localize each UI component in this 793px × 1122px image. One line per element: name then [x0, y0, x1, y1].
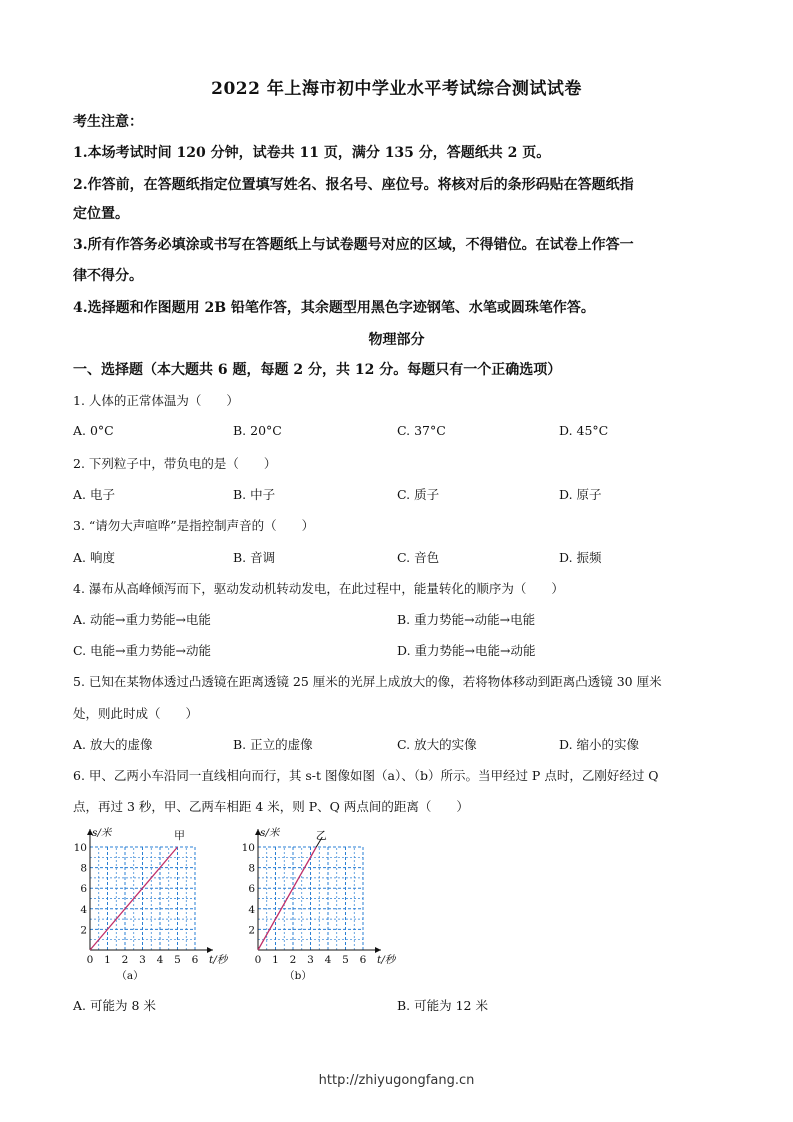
part-title: 物理部分 — [368, 332, 425, 348]
x-tick-label: 3 — [139, 954, 146, 966]
option-d[interactable]: D. 振频 — [559, 550, 602, 565]
option-b[interactable]: B. 中子 — [233, 487, 276, 502]
notice-item: 3.所有作答务必填涂或书写在答题纸上与试卷题号对应的区域，不得错位。在试卷上作答一 — [73, 237, 634, 253]
question-stem: 点，再过 3 秒，甲、乙两车相距 4 米，则 P、Q 两点间的距离（ ） — [73, 799, 469, 814]
y-tick-label: 6 — [248, 883, 255, 896]
option-d[interactable]: D. 重力势能→电能→动能 — [397, 643, 536, 658]
x-tick-label: 6 — [359, 954, 367, 966]
question-stem: 2. 下列粒子中，带负电的是（ ） — [73, 456, 277, 471]
series-label: 甲 — [174, 829, 185, 842]
option-b[interactable]: B. 重力势能→动能→电能 — [397, 612, 536, 627]
y-tick-label: 10 — [241, 842, 255, 854]
notice-item: 4.选择题和作图题用 2B 铅笔作答，其余题型用黑色字迹钢笔、水笔或圆珠笔作答。 — [73, 300, 595, 316]
chart-caption: （a） — [116, 970, 144, 982]
x-axis-label: t/秒 — [209, 954, 228, 966]
option-a[interactable]: A. 响度 — [73, 550, 115, 565]
option-b[interactable]: B. 20°C — [233, 423, 282, 438]
x-tick-label: 6 — [191, 954, 199, 966]
series-label: 乙 — [315, 829, 327, 842]
notice-item: 律不得分。 — [73, 268, 143, 284]
question-stem: 5. 已知在某物体透过凸透镜在距离透镜 25 厘米的光屏上成放大的像，若将物体移动到距离凸透镜 30 厘米 — [73, 674, 662, 689]
option-c[interactable]: C. 电能→重力势能→动能 — [73, 643, 212, 658]
question-stem: 6. 甲、乙两小车沿同一直线相向而行，其 s-t 图像如图（a）、（b）所示。当甲经过 P 点时，乙刚好经过 Q — [73, 768, 659, 783]
y-tick-label: 2 — [248, 924, 255, 937]
option-a[interactable]: A. 放大的虚像 — [73, 737, 153, 752]
section-title: 一、选择题（本大题共 6 题，每题 2 分，共 12 分。每题只有一个正确选项） — [73, 362, 562, 378]
x-tick-label: 4 — [324, 954, 332, 966]
notice-item: 2.作答前，在答题纸指定位置填写姓名、报名号、座位号。将核对后的条形码贴在答题纸指 — [73, 177, 634, 193]
question-stem: 4. 瀑布从高峰倾泻而下，驱动发动机转动发电，在此过程中，能量转化的顺序为（ ） — [73, 581, 564, 596]
option-d[interactable]: D. 缩小的实像 — [559, 737, 640, 752]
x-tick-label: 2 — [121, 954, 129, 966]
option-b[interactable]: B. 可能为 12 米 — [397, 998, 488, 1013]
x-tick-label: 5 — [342, 954, 349, 966]
x-tick-label: 5 — [174, 954, 181, 966]
st-graph-b — [238, 826, 408, 986]
notice-item: 定位置。 — [73, 206, 129, 222]
x-axis-label: t/秒 — [377, 954, 396, 966]
x-tick-label: 0 — [86, 954, 94, 966]
option-c[interactable]: C. 质子 — [397, 487, 440, 502]
question-stem: 处，则此时成（ ） — [73, 706, 199, 721]
option-b[interactable]: B. 音调 — [233, 550, 276, 565]
option-b[interactable]: B. 正立的虚像 — [233, 737, 313, 752]
y-tick-label: 8 — [248, 862, 255, 875]
x-tick-label: 3 — [307, 954, 314, 966]
y-tick-label: 10 — [73, 842, 87, 854]
option-a[interactable]: A. 0°C — [73, 423, 114, 438]
y-tick-label: 2 — [80, 924, 87, 937]
x-tick-label: 0 — [254, 954, 262, 966]
y-tick-label: 8 — [80, 862, 87, 875]
x-tick-label: 1 — [272, 954, 279, 966]
x-tick-label: 2 — [289, 954, 297, 966]
exam-title: 2022 年上海市初中学业水平考试综合测试试卷 — [211, 79, 582, 99]
option-c[interactable]: C. 放大的实像 — [397, 737, 477, 752]
x-axis-arrow — [207, 947, 213, 953]
x-tick-label: 1 — [104, 954, 111, 966]
chart-caption: （b） — [284, 970, 312, 982]
y-tick-label: 4 — [80, 903, 87, 916]
st-graph-a — [70, 826, 240, 986]
x-tick-label: 4 — [156, 954, 164, 966]
option-c[interactable]: C. 37°C — [397, 423, 446, 438]
y-tick-label: 4 — [248, 903, 255, 916]
y-tick-label: 6 — [80, 883, 87, 896]
option-d[interactable]: D. 45°C — [559, 423, 609, 438]
option-a[interactable]: A. 可能为 8 米 — [73, 998, 156, 1013]
notice-item: 1.本场考试时间 120 分钟，试卷共 11 页，满分 135 分，答题纸共 2 页。 — [73, 145, 551, 161]
footer-url[interactable]: http://zhiyugongfang.cn — [318, 1073, 475, 1088]
option-a[interactable]: A. 动能→重力势能→电能 — [73, 612, 211, 627]
notice-heading: 考生注意： — [73, 114, 143, 130]
x-axis-arrow — [375, 947, 381, 953]
option-a[interactable]: A. 电子 — [73, 487, 115, 502]
option-c[interactable]: C. 音色 — [397, 550, 440, 565]
question-stem: 3. “请勿大声喧哗”是指控制声音的（ ） — [73, 518, 315, 533]
y-axis-label: s/米 — [92, 827, 112, 839]
question-stem: 1. 人体的正常体温为（ ） — [73, 393, 239, 408]
option-d[interactable]: D. 原子 — [559, 487, 602, 502]
y-axis-label: s/米 — [260, 827, 280, 839]
